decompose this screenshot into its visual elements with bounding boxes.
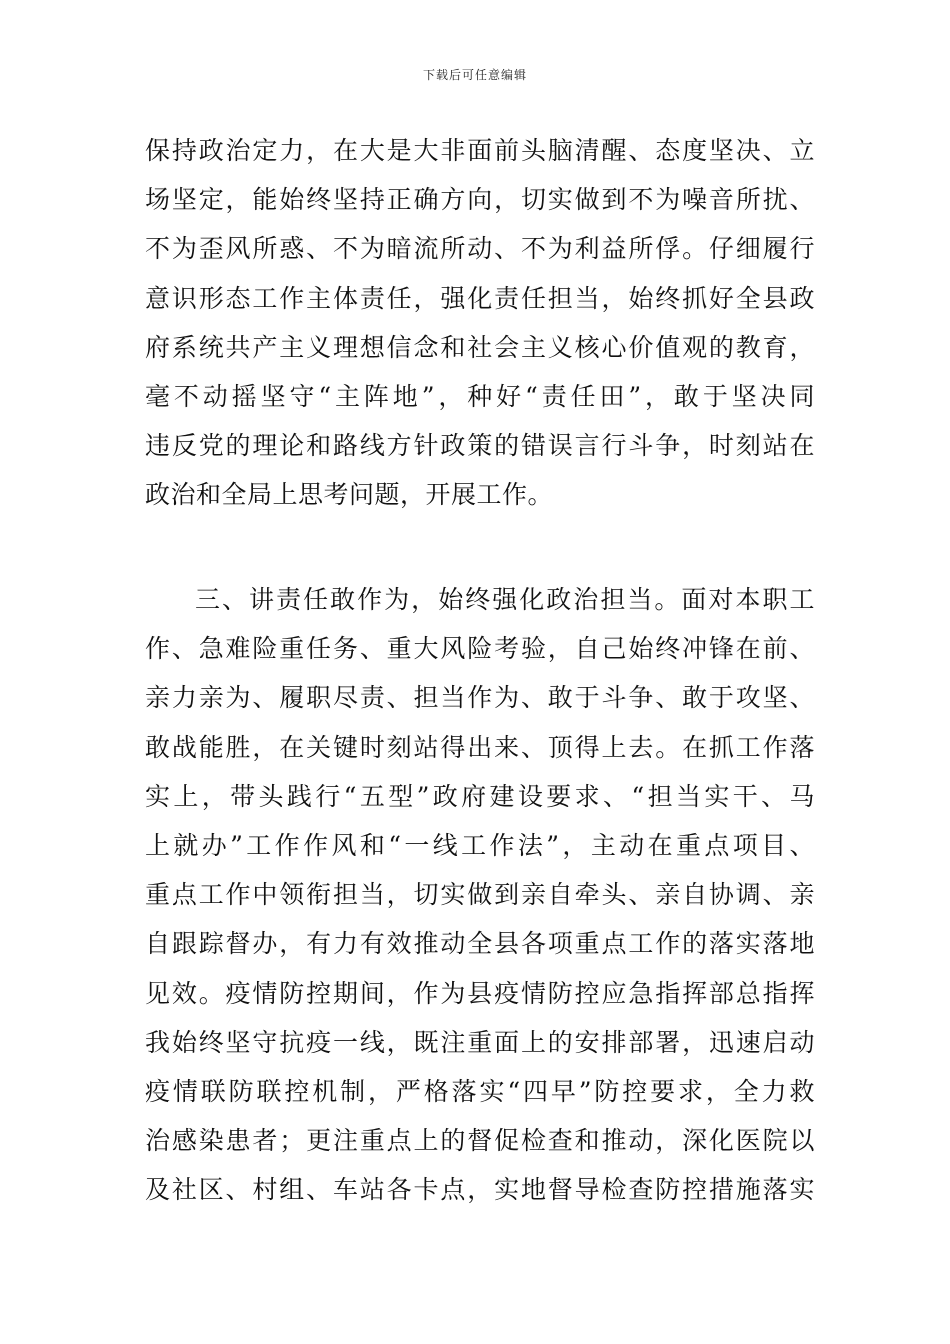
text-line: 实上，带头践行“五型”政府建设要求、“担当实干、马 — [145, 781, 815, 811]
text-line: 三、讲责任敢作为，始终强化政治担当。面对本职工 — [195, 585, 815, 614]
text-line: 意识形态工作主体责任，强化责任担当，始终抓好全县政 — [145, 283, 815, 313]
text-line: 上就办”工作作风和“一线工作法”，主动在重点项目、 — [145, 830, 815, 860]
paragraph-2 — [145, 575, 815, 1214]
text-line: 自跟踪督办，有力有效推动全县各项重点工作的落实落地 — [145, 929, 815, 959]
text-line: 敢战能胜，在关键时刻站得出来、顶得上去。在抓工作落 — [145, 732, 815, 762]
text-line: 不为歪风所惑、不为暗流所动、不为利益所俘。仔细履行 — [145, 234, 815, 264]
page-header: 下载后可任意编辑 — [422, 68, 527, 82]
text-line: 政治和全局上思考问题，开展工作。 — [145, 480, 554, 510]
text-line: 作、急难险重任务、重大风险考验，自己始终冲锋在前、 — [145, 634, 815, 664]
text-line: 毫不动摇坚守“主阵地”，种好“责任田”，敢于坚决同 — [145, 381, 815, 411]
text-line: 我始终坚守抗疫一线，既注重面上的安排部署，迅速启动 — [145, 1027, 815, 1057]
text-line: 保持政治定力，在大是大非面前头脑清醒、态度坚决、立 — [145, 136, 815, 165]
text-line: 场坚定，能始终坚持正确方向，切实做到不为噪音所扰、 — [145, 185, 815, 215]
text-line: 重点工作中领衔担当，切实做到亲自牵头、亲自协调、亲 — [145, 880, 815, 910]
text-line: 府系统共产主义理想信念和社会主义核心价值观的教育， — [145, 332, 815, 362]
text-line: 疫情联防联控机制，严格落实“四早”防控要求，全力救 — [145, 1076, 815, 1106]
text-line: 见效。疫情防控期间，作为县疫情防控应急指挥部总指挥 — [145, 978, 815, 1008]
paragraph-1 — [145, 126, 815, 520]
text-line: 治感染患者；更注重点上的督促检查和推动，深化医院以 — [145, 1126, 815, 1156]
text-line: 亲力亲为、履职尽责、担当作为、敢于斗争、敢于攻坚、 — [145, 683, 815, 713]
text-line: 及社区、村组、车站各卡点，实地督导检查防控措施落实 — [145, 1175, 815, 1205]
text-line: 违反党的理论和路线方针政策的错误言行斗争，时刻站在 — [145, 431, 815, 461]
